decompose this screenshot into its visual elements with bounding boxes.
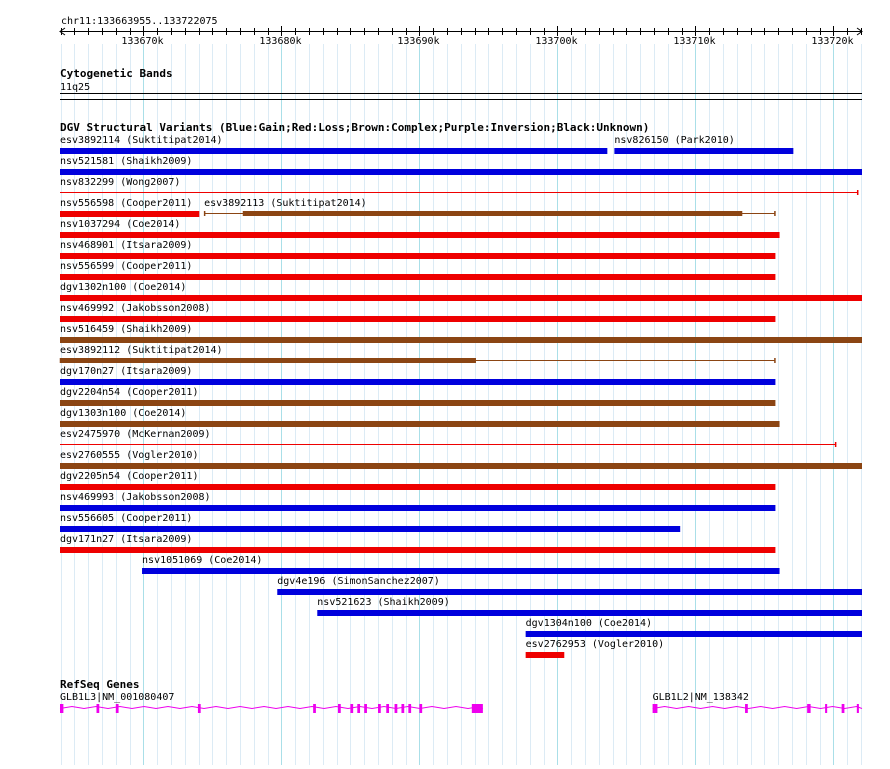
cytoband-line-top [60,93,862,94]
variant-label[interactable]: dgv170n27 (Itsara2009) [60,366,193,377]
refseq-track-title: RefSeq Genes [60,678,140,691]
ruler-tick-label: 133700k [535,36,578,47]
variant-label[interactable]: esv2760555 (Vogler2010) [60,450,199,461]
gene-exon [857,704,859,713]
cytoband-label: 11q25 [60,82,91,93]
cytoband-track-title: Cytogenetic Bands [60,67,173,80]
variant-bar [60,526,680,532]
gene-exon [198,704,201,713]
variant-label[interactable]: nsv469993 (Jakobsson2008) [60,492,211,503]
variant-bar [60,232,780,238]
ruler-tick-label: 133710k [673,36,716,47]
variant-bar [60,274,775,280]
variant-bar [60,358,476,363]
variant-label[interactable]: nsv469992 (Jakobsson2008) [60,303,211,314]
variant-label[interactable]: dgv1304n100 (Coe2014) [525,618,653,629]
variant-label[interactable]: nsv1037294 (Coe2014) [60,219,181,230]
variant-bar [142,568,780,574]
cytoband-line-bottom [60,99,862,100]
variant-bar [60,337,862,343]
variant-bar [614,148,793,154]
variant-bar [526,652,565,658]
variant-label[interactable]: nsv556599 (Cooper2011) [60,261,193,272]
gene-exon [825,704,827,713]
gene-exon [807,704,810,713]
variant-bar [60,400,775,406]
gene-exon [419,704,422,713]
gene-exon [378,704,381,713]
ruler-tick-label: 133720k [811,36,854,47]
gene-exon [96,704,99,713]
variant-bar [526,631,862,637]
gene-intron-line [653,707,862,709]
variant-label[interactable]: nsv832299 (Wong2007) [60,177,181,188]
gene-exon [745,704,748,713]
variant-bar [60,463,862,469]
variant-bar [60,148,607,154]
variant-label[interactable]: nsv1051069 (Coe2014) [142,555,263,566]
variant-label[interactable]: nsv826150 (Park2010) [614,135,735,146]
variant-bar [277,589,862,595]
gene-exon [116,704,119,713]
variant-label[interactable]: dgv1302n100 (Coe2014) [60,282,187,293]
ruler-location: chr11:133663955..133722075 [61,16,218,27]
variant-label[interactable]: dgv2204n54 (Cooper2011) [60,387,199,398]
variant-label[interactable]: esv3892114 (Suktitipat2014) [60,135,223,146]
variant-label[interactable]: nsv521581 (Shaikh2009) [60,156,193,167]
variant-bar [60,211,199,217]
gene-exon [408,704,411,713]
gene-label[interactable]: GLB1L2|NM_138342 [652,692,749,703]
variant-bar [60,421,780,427]
gene-exon [364,704,367,713]
variant-label[interactable]: esv2762953 (Vogler2010) [525,639,665,650]
variant-label[interactable]: esv2475970 (McKernan2009) [60,429,211,440]
variant-bar [60,547,775,553]
variant-bar [60,295,862,301]
variant-label[interactable]: esv3892112 (Suktitipat2014) [60,345,223,356]
variant-label[interactable]: nsv521623 (Shaikh2009) [317,597,450,608]
gene-exon [357,704,360,713]
gene-exon [842,704,845,713]
ruler-tick-label: 133670k [121,36,164,47]
gene-label[interactable]: GLB1L3|NM_001080407 [60,692,175,703]
gene-exon [395,704,398,713]
gene-exon [401,704,404,713]
variant-bar [60,505,775,511]
gene-exon [60,704,63,713]
gene-exon [338,704,341,713]
dgv-track-title: DGV Structural Variants (Blue:Gain;Red:Loss;Brown:Complex;Purple:Inversion;Black:Unknown) [60,121,650,134]
variant-bar [60,379,775,385]
gene-exon [472,704,483,713]
ruler-tick-label: 133680k [259,36,302,47]
variant-label[interactable]: nsv556598 (Cooper2011) [60,198,193,209]
variant-label[interactable]: dgv171n27 (Itsara2009) [60,534,193,545]
variant-bar [60,169,862,175]
variant-label[interactable]: nsv516459 (Shaikh2009) [60,324,193,335]
variant-label[interactable]: nsv468901 (Itsara2009) [60,240,193,251]
variant-label[interactable]: nsv556605 (Cooper2011) [60,513,193,524]
variant-label[interactable]: esv3892113 (Suktitipat2014) [204,198,367,209]
gene-exon [653,704,658,713]
variant-label[interactable]: dgv4e196 (SimonSanchez2007) [277,576,440,587]
variant-bar [317,610,862,616]
variant-bar [60,316,775,322]
variant-label[interactable]: dgv2205n54 (Cooper2011) [60,471,199,482]
gene-exon [386,704,389,713]
gene-exon [350,704,353,713]
variant-bar [60,253,775,259]
ruler-tick-label: 133690k [397,36,440,47]
variant-bar [243,211,743,216]
variant-label[interactable]: dgv1303n100 (Coe2014) [60,408,187,419]
gene-exon [313,704,316,713]
variant-bar [60,484,775,490]
